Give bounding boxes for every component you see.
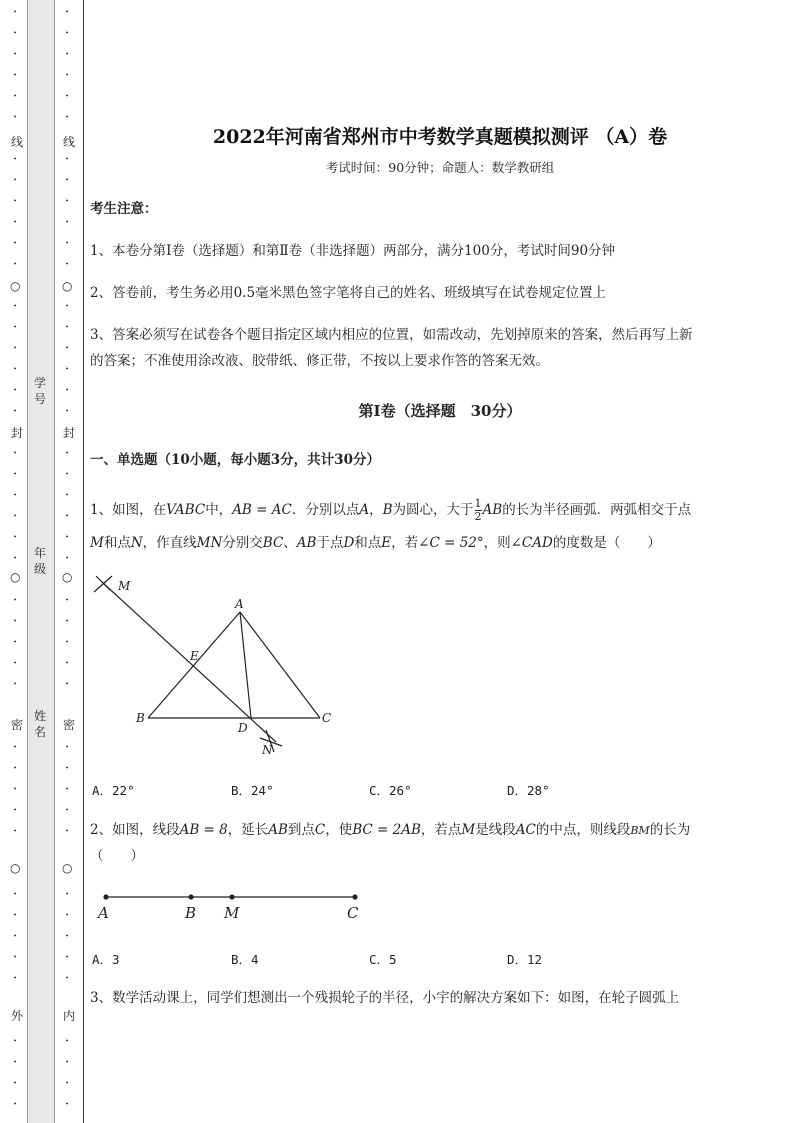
q2-text: 的长为 [649,822,691,838]
inner-binding-dot: • [65,1101,69,1108]
inner-binding-dot: • [65,639,69,646]
student-id-label: 学号 [34,376,47,406]
exam-info: 考试时间：90分钟；命题人：数学教研组 [325,160,555,175]
outer-binding-dot: • [13,324,17,331]
q1-fraction-numerator: 1 [474,497,482,510]
binding-inner-label: ○ [62,279,73,293]
q2-choice-b[interactable]: B．4 [231,952,259,967]
binding-inner-label: 封 [63,426,76,440]
inner-binding-dot: • [65,618,69,625]
label-a: A [98,904,109,922]
inner-binding-dot: • [65,366,69,373]
inner-binding-dot: • [65,1059,69,1066]
q2-math: AC [515,822,536,838]
outer-binding-dot: • [13,912,17,919]
outer-binding-dot: • [13,366,17,373]
question-2-line-1 [90,820,750,841]
q1-math: M [90,535,104,551]
binding-outer-label: ○ [10,279,21,293]
outer-binding-dot: • [13,261,17,268]
q1-math: N [130,535,143,551]
inner-binding-dot: • [65,93,69,100]
outer-binding-dot: • [13,51,17,58]
binding-outer-label: 封 [11,426,24,440]
segment-ad [240,612,251,718]
q1-math: D [343,535,355,551]
inner-binding-dot: • [65,240,69,247]
q1-text: 和点 [354,535,382,551]
inner-binding-dot: • [65,156,69,163]
outer-binding-dot: • [13,387,17,394]
outer-binding-dot: • [13,177,17,184]
question-1-line-2 [90,533,750,553]
q2-choice-a[interactable]: A．3 [92,952,120,967]
inner-binding-dot: • [65,1080,69,1087]
binding-outer-label: 线 [11,135,24,149]
q1-text: 和点 [103,535,131,551]
outer-binding-dot: • [13,471,17,478]
q2-math: AB [268,822,288,838]
outer-binding-dot: • [13,534,17,541]
q1-choice-c[interactable]: C．26° [369,783,412,798]
label-d: D [238,721,248,735]
point-c [352,894,357,899]
outer-binding-dot: • [13,681,17,688]
binding-outer-label: 外 [11,1009,24,1023]
notice-item: 的答案；不准使用涂改液、胶带纸、修正带，不按以上要求作答的答案无效。 [90,353,549,369]
label-b: B [136,711,145,725]
outer-binding-dot: • [13,1101,17,1108]
q1-math: E [381,535,392,551]
inner-binding-dot: • [65,114,69,121]
outer-binding-dot: • [13,786,17,793]
q1-text: 中， [205,502,233,518]
point-b [188,894,193,899]
outer-binding-dot: • [13,1080,17,1087]
inner-binding-dot: • [65,912,69,919]
inner-binding-dot: • [65,555,69,562]
q1-text: ，则 [483,535,511,551]
notice-item: 1、本卷分第Ⅰ卷（选择题）和第Ⅱ卷（非选择题）两部分，满分100分，考试时间90分钟 [90,243,616,259]
q2-text: ，若点 [420,822,462,838]
outer-binding-dot: • [13,618,17,625]
inner-binding-dot: • [65,660,69,667]
inner-binding-dot: • [65,975,69,982]
binding-outer-label: 密 [11,718,24,732]
inner-binding-dot: • [65,51,69,58]
binding-inner-label: 内 [63,1009,76,1023]
q2-math: AB = 8 [179,822,228,838]
q1-choice-b[interactable]: B．24° [231,783,274,798]
outer-binding-dot: • [13,303,17,310]
inner-binding-dot: • [65,219,69,226]
outer-binding-dot: • [13,93,17,100]
outer-binding-dot: • [13,492,17,499]
q1-text: ，若 [391,535,419,551]
inner-binding-dot: • [65,933,69,940]
q2-math: BM [630,824,650,837]
q1-fraction [475,498,482,523]
inner-binding-dot: • [65,828,69,835]
outer-binding-dot: • [13,933,17,940]
inner-binding-dot: • [65,198,69,205]
inner-binding-dot: • [65,954,69,961]
outer-binding-dot: • [13,807,17,814]
q1-text: 、 [283,535,297,551]
outer-binding-dot: • [13,1038,17,1045]
inner-binding-dot: • [65,408,69,415]
label-c: C [347,904,359,922]
inner-binding-dot: • [65,450,69,457]
inner-binding-dot: • [65,387,69,394]
inner-binding-dot: • [65,324,69,331]
inner-binding-dot: • [65,261,69,268]
q1-choice-a[interactable]: A．22° [92,783,135,798]
outer-binding-dot: • [13,975,17,982]
segment-ac [240,612,320,718]
binding-outer-label: ○ [10,861,21,875]
label-e: E [190,649,199,663]
inner-binding-dot: • [65,345,69,352]
q1-math: AB = AC [232,502,292,518]
outer-binding-dot: • [13,597,17,604]
q2-segment-figure [90,885,390,925]
inner-binding-dot: • [65,513,69,520]
outer-binding-dot: • [13,744,17,751]
inner-binding-dot: • [65,492,69,499]
label-m: M [118,579,131,593]
outer-binding-dot: • [13,408,17,415]
q2-text: 到点 [287,822,315,838]
inner-binding-dot: • [65,744,69,751]
q1-math: VABC [166,502,206,518]
q1-text: 分别交 [222,535,263,551]
outer-binding-dot: • [13,156,17,163]
inner-binding-dot: • [65,30,69,37]
inner-binding-dot: • [65,786,69,793]
q1-math: AB [296,535,317,551]
q1-math: ∠CAD [510,535,553,551]
outer-binding-dot: • [13,114,17,121]
q2-text: 是线段 [475,822,516,838]
outer-binding-dot: • [13,72,17,79]
notice-item: 2、答卷前，考生务必用0.5毫米黑色签字笔将自己的姓名、班级填写在试卷规定位置上 [90,285,607,301]
inner-binding-dot: • [65,9,69,16]
q2-math: BC = 2AB [352,822,421,838]
outer-binding-dot: • [13,345,17,352]
q1-math: B [382,502,393,518]
question-1-line-1 [90,498,750,523]
outer-binding-dot: • [13,765,17,772]
question-2-line-2: （ ） [90,848,144,864]
outer-binding-dot: • [13,660,17,667]
binding-inner-label: 线 [63,135,76,149]
q1-text: ．分别以点 [291,502,360,518]
inner-binding-dot: • [65,471,69,478]
section-title: 第Ⅰ卷（选择题 30分） [358,402,522,420]
segment-ab [148,612,240,718]
binding-outer-label: ○ [10,570,21,584]
q2-text: ，使 [325,822,353,838]
outer-binding-dot: • [13,9,17,16]
q1-text: 于点 [316,535,344,551]
name-label: 姓名 [34,709,47,739]
outer-binding-dot: • [13,891,17,898]
grade-label: 年级 [34,546,47,576]
q2-math: C [314,822,326,838]
inner-binding-dot: • [65,177,69,184]
page-title: 2022年河南省郑州市中考数学真题模拟测评 （A）卷 [212,126,668,148]
inner-binding-dot: • [65,807,69,814]
point-a [103,894,108,899]
q2-choice-c[interactable]: C．5 [369,952,397,967]
inner-binding-dot: • [65,72,69,79]
q1-text: ， [369,502,383,518]
binding-inner-label: ○ [62,861,73,875]
outer-binding-dot: • [13,555,17,562]
q1-math: AB [482,502,503,518]
q1-math: ∠C = 52° [418,535,484,551]
q2-text: 的中点，则线段 [535,822,631,838]
inner-binding-dot: • [65,1038,69,1045]
label-c: C [322,711,332,725]
label-m: M [224,904,240,922]
outer-binding-dot: • [13,954,17,961]
outer-binding-dot: • [13,198,17,205]
q1-math: A [359,502,370,518]
outer-binding-dot: • [13,30,17,37]
label-b: B [185,904,197,922]
q2-text: 2、如图，线段 [90,822,180,838]
outer-binding-dot: • [13,219,17,226]
q1-text: 的度数是（ ） [552,535,661,551]
outer-binding-dot: • [13,828,17,835]
point-m [229,894,234,899]
q1-text: 为圆心，大于 [392,502,474,518]
part-heading: 一、单选题（10小题，每小题3分，共计30分） [90,452,380,468]
outer-binding-dot: • [13,1059,17,1066]
notice-item: 3、答案必须写在试卷各个题目指定区域内相应的位置，如需改动，先划掉原来的答案，然后再写上新 [90,327,693,343]
notice-heading: 考生注意： [90,201,158,217]
inner-binding-dot: • [65,765,69,772]
q2-text: ，延长 [227,822,269,838]
q1-text: 的长为半径画弧．两弧相交于点 [502,502,692,518]
label-a: A [235,597,244,611]
q1-text: 1、如图，在 [90,502,167,518]
inner-binding-dot: • [65,891,69,898]
inner-binding-dot: • [65,303,69,310]
outer-binding-dot: • [13,240,17,247]
q1-choice-d[interactable]: D．28° [507,783,550,798]
outer-binding-dot: • [13,639,17,646]
q2-choice-d[interactable]: D．12 [507,952,543,967]
question-3-line-1: 3、数学活动课上，同学们想测出一个残损轮子的半径，小宇的解决方案如下：如图，在轮子圆弧上 [90,990,680,1006]
inner-binding-dot: • [65,681,69,688]
q1-triangle-figure [90,570,332,760]
outer-binding-dot: • [13,450,17,457]
inner-binding-dot: • [65,534,69,541]
q2-math: M [461,822,476,838]
q1-text: ，作直线 [142,535,197,551]
q1-fraction-denominator: 2 [474,510,482,523]
q1-math: MN [196,535,223,551]
inner-binding-dot: • [65,597,69,604]
label-n: N [262,743,273,757]
q1-math: BC [262,535,284,551]
outer-binding-dot: • [13,513,17,520]
binding-inner-label: ○ [62,570,73,584]
binding-inner-label: 密 [63,718,76,732]
